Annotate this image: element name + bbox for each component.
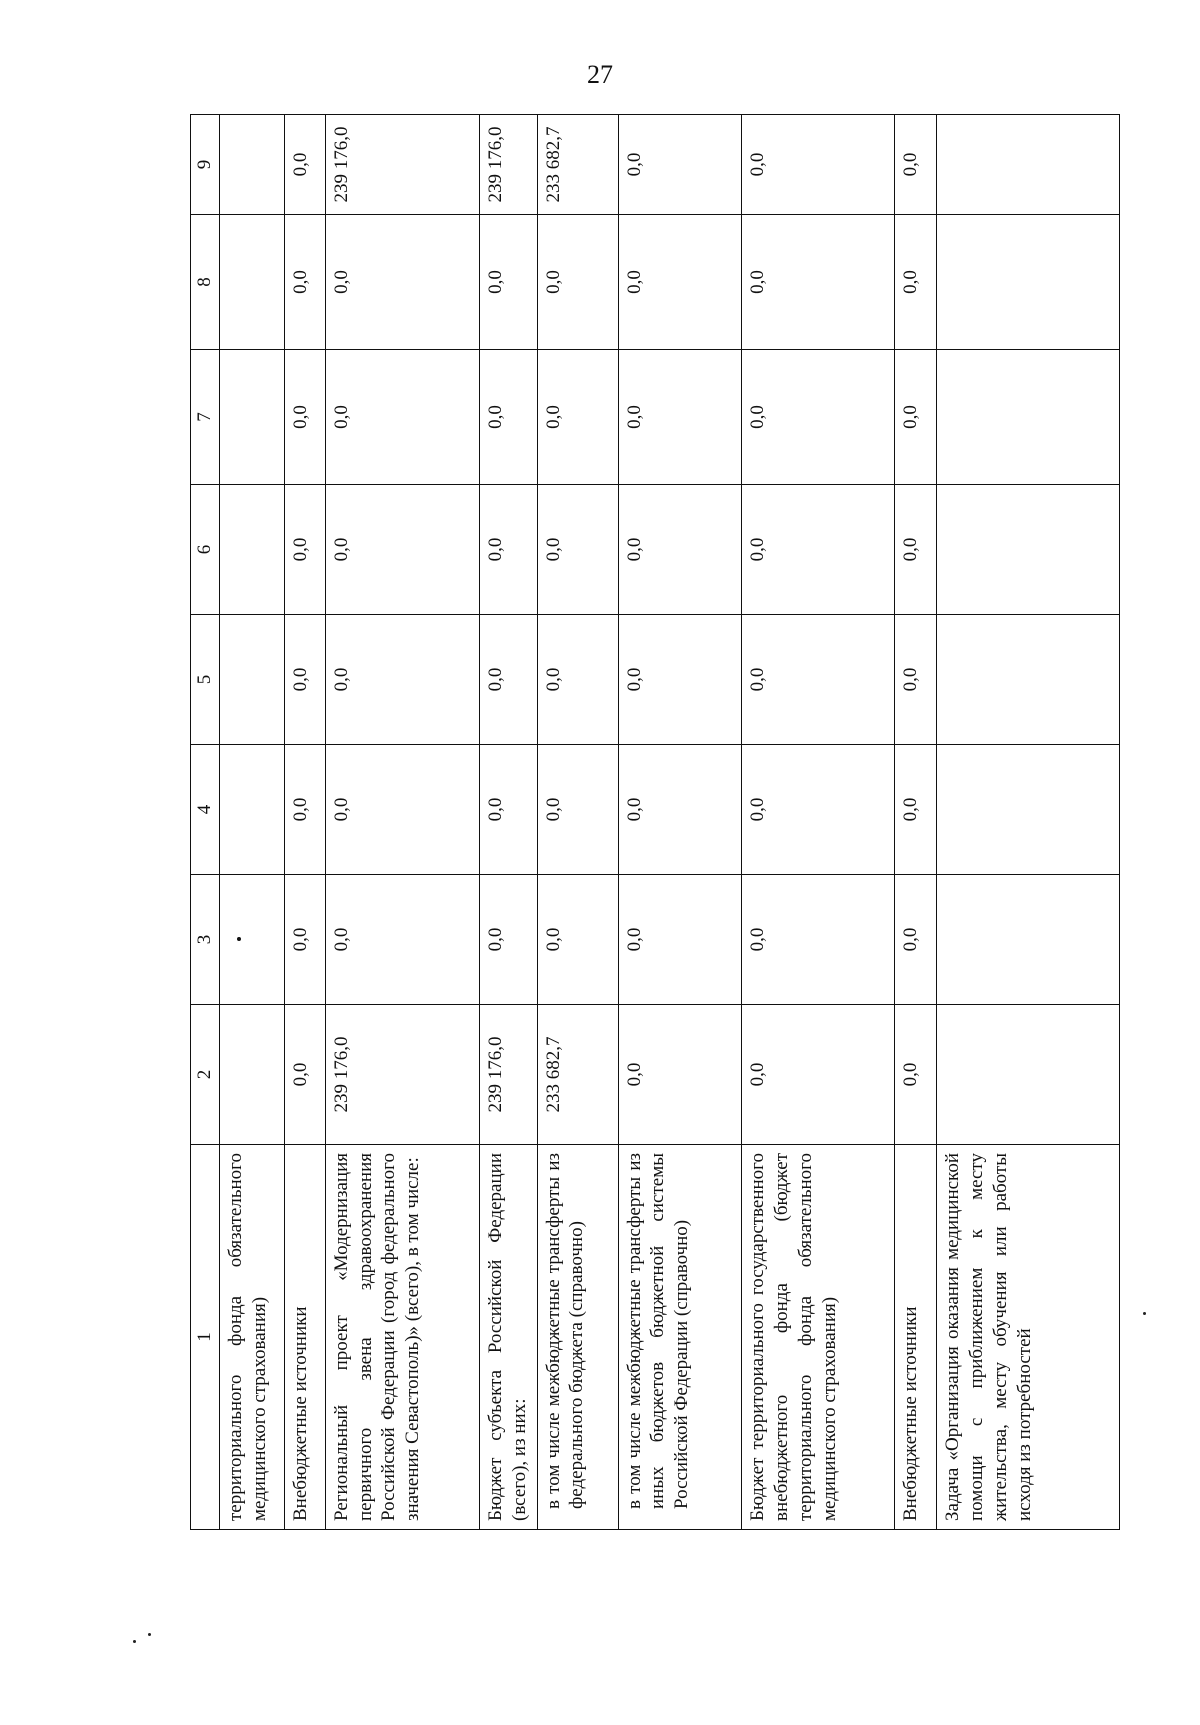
row-value: 0,0 <box>325 350 479 485</box>
row-value: 0,0 <box>894 215 937 350</box>
row-value: 0,0 <box>480 615 537 745</box>
row-value: 0,0 <box>325 215 479 350</box>
column-number: 5 <box>191 615 220 745</box>
row-value: 0,0 <box>618 745 742 875</box>
row-label: Внебюджетные источники <box>285 1145 326 1530</box>
table-row <box>480 115 537 1530</box>
stray-dot-mark <box>237 938 241 942</box>
column-number: 6 <box>191 485 220 615</box>
row-value: 0,0 <box>480 350 537 485</box>
row-value <box>937 615 1120 745</box>
row-value: 0,0 <box>285 350 326 485</box>
column-number: 1 <box>191 1145 220 1530</box>
scan-speck <box>133 1640 136 1643</box>
row-value: 0,0 <box>742 115 894 215</box>
row-value <box>220 875 285 1005</box>
row-label: Внебюджетные источники <box>894 1145 937 1530</box>
row-value <box>220 1005 285 1145</box>
row-value: 0,0 <box>894 875 937 1005</box>
row-label: в том числе межбюджетные трансферты из федерального бюджета (справочно) <box>537 1145 618 1530</box>
row-value <box>937 215 1120 350</box>
row-value <box>937 350 1120 485</box>
row-value: 0,0 <box>480 215 537 350</box>
row-value <box>937 485 1120 615</box>
row-value: 0,0 <box>285 745 326 875</box>
row-value: 239 176,0 <box>325 1005 479 1145</box>
column-number: 2 <box>191 1005 220 1145</box>
row-value: 0,0 <box>480 485 537 615</box>
row-value: 0,0 <box>537 350 618 485</box>
row-value <box>220 350 285 485</box>
row-value: 0,0 <box>894 615 937 745</box>
row-value <box>220 745 285 875</box>
row-label: Задача «Организация оказания медицинской помощи с приближением к месту жительства, месту обучения или работы исходя из потребностей <box>937 1145 1120 1530</box>
row-value: 239 176,0 <box>325 115 479 215</box>
row-value: 0,0 <box>285 215 326 350</box>
row-value: 0,0 <box>742 485 894 615</box>
table-row <box>220 115 285 1530</box>
row-value <box>937 115 1120 215</box>
rotated-table-container <box>190 115 1120 1530</box>
row-value: 239 176,0 <box>480 1005 537 1145</box>
row-value: 0,0 <box>742 615 894 745</box>
row-value: 0,0 <box>537 215 618 350</box>
row-value: 0,0 <box>537 615 618 745</box>
row-value: 0,0 <box>618 115 742 215</box>
table-row <box>325 115 479 1530</box>
row-value: 0,0 <box>325 615 479 745</box>
row-value: 0,0 <box>894 115 937 215</box>
row-value: 0,0 <box>537 485 618 615</box>
row-value: 0,0 <box>285 115 326 215</box>
column-number: 9 <box>191 115 220 215</box>
row-value: 0,0 <box>894 485 937 615</box>
column-number: 7 <box>191 350 220 485</box>
row-value: 0,0 <box>480 745 537 875</box>
row-value: 0,0 <box>537 745 618 875</box>
column-number: 4 <box>191 745 220 875</box>
row-value: 0,0 <box>742 350 894 485</box>
row-value: 0,0 <box>618 1005 742 1145</box>
row-label: Региональный проект «Модернизация первичного звена здравоохранения Российской Федерации (город федерального значения Севастополь)» (всего), в том числе: <box>325 1145 479 1530</box>
row-value: 0,0 <box>618 485 742 615</box>
row-value <box>220 615 285 745</box>
row-value: 233 682,7 <box>537 115 618 215</box>
row-value <box>220 115 285 215</box>
column-number: 8 <box>191 215 220 350</box>
row-value: 0,0 <box>325 745 479 875</box>
row-value: 0,0 <box>285 875 326 1005</box>
row-label: Бюджет территориального государственного внебюджетного фонда (бюджет территориального фонда обязательного медицинского страхования) <box>742 1145 894 1530</box>
row-value: 0,0 <box>325 485 479 615</box>
row-value: 0,0 <box>618 615 742 745</box>
row-label: территориального фонда обязательного медицинского страхования) <box>220 1145 285 1530</box>
table-row <box>742 115 894 1530</box>
row-value: 0,0 <box>480 875 537 1005</box>
page-number: 27 <box>587 60 613 89</box>
row-label: Бюджет субъекта Российской Федерации (всего), из них: <box>480 1145 537 1530</box>
row-value: 0,0 <box>742 875 894 1005</box>
row-value <box>937 1005 1120 1145</box>
budget-table <box>190 114 1120 1530</box>
scan-speck <box>1143 1312 1146 1315</box>
column-number: 3 <box>191 875 220 1005</box>
table-row <box>285 115 326 1530</box>
row-value <box>220 485 285 615</box>
row-value: 0,0 <box>742 1005 894 1145</box>
row-value: 239 176,0 <box>480 115 537 215</box>
row-value: 0,0 <box>285 615 326 745</box>
row-value: 0,0 <box>285 485 326 615</box>
row-value: 0,0 <box>618 875 742 1005</box>
row-label: в том числе межбюджетные трансферты из иных бюджетов бюджетной системы Российской Федерации (справочно) <box>618 1145 742 1530</box>
table-row <box>537 115 618 1530</box>
table-row <box>618 115 742 1530</box>
row-value: 0,0 <box>325 875 479 1005</box>
row-value: 0,0 <box>894 745 937 875</box>
row-value <box>220 215 285 350</box>
table-header-row <box>191 115 220 1530</box>
row-value: 0,0 <box>285 1005 326 1145</box>
table-row <box>894 115 937 1530</box>
row-value: 233 682,7 <box>537 1005 618 1145</box>
row-value: 0,0 <box>894 1005 937 1145</box>
row-value: 0,0 <box>618 350 742 485</box>
row-value <box>937 745 1120 875</box>
table-row <box>937 115 1120 1530</box>
row-value: 0,0 <box>742 745 894 875</box>
row-value: 0,0 <box>894 350 937 485</box>
row-value: 0,0 <box>742 215 894 350</box>
row-value: 0,0 <box>537 875 618 1005</box>
scan-speck <box>148 1633 151 1636</box>
row-value <box>937 875 1120 1005</box>
row-value: 0,0 <box>618 215 742 350</box>
